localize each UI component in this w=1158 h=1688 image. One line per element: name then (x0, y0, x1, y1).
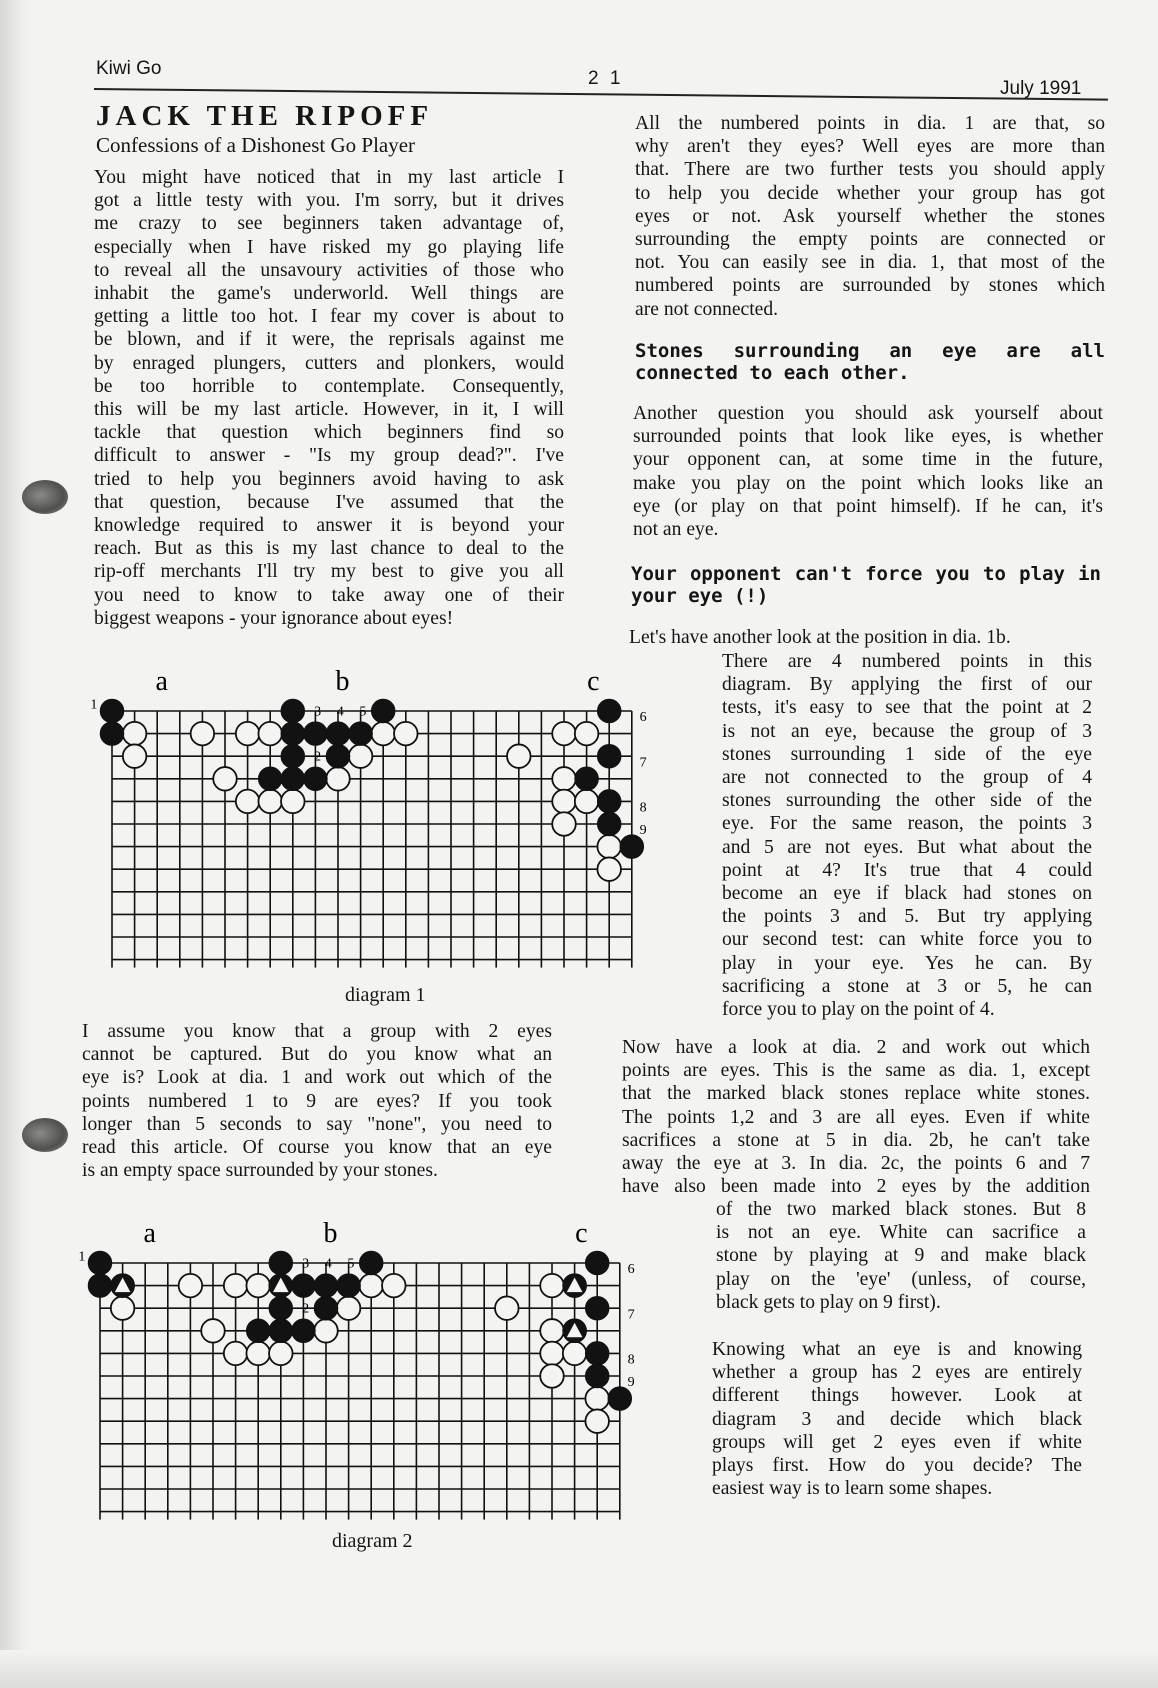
black-stone (585, 1364, 609, 1388)
black-stone (314, 1274, 338, 1298)
white-stone (359, 1274, 383, 1298)
black-stone (269, 1319, 293, 1343)
black-stone (304, 767, 328, 791)
text-line: me crazy to see beginners taken advantage of, (94, 213, 564, 235)
text-line: diagram. By applying the first of our (722, 674, 1092, 696)
white-stone (540, 1319, 564, 1343)
scan-bottom-shadow (0, 1650, 1158, 1688)
text-line: biggest weapons - your ignorance about eyes! (94, 607, 454, 629)
text-line: this will be my last article. However, in it, I will (94, 399, 564, 421)
text-line: away the eye at 3. In dia. 2c, the points 6 and 7 (622, 1153, 1090, 1175)
black-stone (304, 722, 328, 746)
issue-date: July 1991 (1000, 78, 1082, 99)
point-number-label: 8 (639, 800, 647, 816)
black-stone (359, 1251, 383, 1275)
white-stone (111, 1296, 135, 1320)
text-line: tackle that question which beginners find so (94, 422, 564, 444)
text-line: I assume you know that a group with 2 eyes (82, 1021, 552, 1042)
diagram-2-caption: diagram 2 (332, 1530, 413, 1552)
text-line: whether a group has 2 eyes are entirely (712, 1362, 1082, 1384)
text-line: by enraged plungers, cutters and plonkers, would (94, 352, 564, 374)
text-line: knowledge required to answer it is beyond your (94, 515, 564, 537)
text-line: and 5 are not eyes. But what about the (722, 836, 1092, 858)
text-line: read this article. Of course you know that an eye (82, 1137, 552, 1159)
point-number-label: 4 (336, 704, 344, 720)
white-stone (597, 835, 621, 859)
text-line: eye. For the same reason, the points 3 (722, 813, 1092, 835)
section-label: b (335, 666, 350, 697)
text-line: that question, because I've assumed that the (94, 491, 564, 513)
text-line: difficult to answer - "Is my group dead?". I've (94, 445, 564, 467)
text-line: diagram 3 and decide which black (712, 1408, 1082, 1430)
text-line: is not an eye. White can sacrifice a (716, 1222, 1086, 1244)
white-stone (575, 722, 599, 746)
white-stone (552, 722, 576, 746)
white-stone (382, 1274, 406, 1298)
black-stone (100, 699, 124, 723)
black-stone (88, 1251, 112, 1275)
point-number-label: 9 (639, 823, 647, 839)
white-stone (563, 1342, 587, 1366)
text-line: not an eye. (633, 519, 719, 541)
text-line: sacrifices a stone at 5 in dia. 2b, he can't take (622, 1129, 1090, 1151)
text-line: become an eye if black had stones on (722, 883, 1092, 905)
white-stone (552, 767, 576, 791)
point-number-label: 3 (302, 1256, 310, 1272)
point-number-label: 5 (359, 704, 367, 720)
section-label: a (155, 666, 168, 697)
text-line: eye (or play on that point himself). If he can, it's (633, 495, 1103, 517)
white-stone (224, 1342, 248, 1366)
text-line: All the numbered points in dia. 1 are that, so (635, 113, 1105, 134)
text-line: different things however. Look at (712, 1385, 1082, 1407)
point-number-label: 7 (639, 755, 647, 771)
page-number: 2 1 (588, 68, 624, 89)
text-line: our second test: can white force you to (722, 929, 1092, 951)
black-stone (597, 790, 621, 814)
text-line: surrounding the empty points are connected or (635, 229, 1105, 251)
black-stone (100, 722, 124, 746)
white-stone (236, 722, 260, 746)
text-line: point at 4? It's true that 4 could (722, 859, 1092, 881)
eye-definition-paragraph (82, 1020, 552, 1182)
white-stone (349, 744, 373, 768)
text-line: why aren't they eyes? Well eyes are more than (635, 136, 1105, 158)
section-label: c (587, 666, 600, 697)
white-stone (394, 722, 418, 746)
text-line: play on the 'eye' (unless, of course, (716, 1268, 1086, 1290)
text-line: you need to know to take away one of their (94, 584, 564, 606)
text-line: be too horrible to contemplate. Consequently, (94, 375, 564, 397)
text-line: Your opponent can't force you to play in (631, 563, 1101, 585)
white-stone (552, 812, 576, 836)
thumb-artifact (22, 480, 68, 514)
subheading-connected (635, 340, 1105, 384)
point-number-label: 4 (324, 1256, 332, 1272)
white-stone (597, 857, 621, 881)
black-stone (585, 1296, 609, 1320)
article-subtitle: Confessions of a Dishonest Go Player (96, 133, 416, 157)
white-stone (552, 790, 576, 814)
text-line: got a little testy with you. I'm sorry, but it drives (94, 190, 564, 212)
point-number-label: 1 (78, 1249, 86, 1265)
text-line: be blown, and if it were, the reprisals against me (94, 329, 564, 351)
text-line: that. There are two further tests you should apply (635, 159, 1105, 181)
white-stone (179, 1274, 203, 1298)
text-line: eye is? Look at dia. 1 and work out which of the (82, 1067, 552, 1089)
eyes-tests-paragraph (635, 112, 1105, 321)
text-line: points numbered 1 to 9 are eyes? If you took (82, 1090, 552, 1112)
text-line: tests, it's easy to see that the point at 2 (722, 697, 1092, 719)
text-line: your opponent can, at some time in the future, (633, 449, 1103, 471)
article-title: JACK THE RIPOFF (96, 100, 434, 132)
text-line: rip-off merchants I'll try my best to give you all (94, 561, 564, 583)
text-line: reach. But as this is my last chance to deal to the (94, 538, 564, 560)
text-line: make you play on the point which looks like an (633, 472, 1103, 494)
section-label: a (143, 1218, 156, 1249)
white-stone (191, 722, 215, 746)
white-stone (585, 1409, 609, 1433)
point-number-label: 9 (627, 1375, 635, 1391)
text-line: You might have noticed that in my last article I (94, 167, 564, 188)
text-line: is not an eye, because the group of 3 (722, 720, 1092, 742)
white-stone (213, 767, 237, 791)
text-line: Stones surrounding an eye are all (635, 340, 1105, 362)
black-stone (281, 722, 305, 746)
white-stone (371, 722, 395, 746)
black-stone (585, 1251, 609, 1275)
white-stone (575, 790, 599, 814)
text-line: Knowing what an eye is and knowing (712, 1339, 1082, 1360)
black-stone (258, 767, 282, 791)
white-stone (585, 1387, 609, 1411)
black-stone (608, 1387, 632, 1411)
black-stone (337, 1274, 361, 1298)
black-stone (620, 835, 644, 859)
text-line: The points 1,2 and 3 are all eyes. Even if white (622, 1106, 1090, 1128)
black-stone (597, 812, 621, 836)
text-line: inhabit the game's underworld. Well things are (94, 283, 564, 305)
text-line: numbered points are surrounded by stones which (635, 275, 1105, 297)
go-diagram-2 (78, 1212, 684, 1572)
text-line: points are eyes. This is the same as dia. 1, except (622, 1060, 1090, 1082)
black-stone (292, 1274, 316, 1298)
dia1b-intro-line: Let's have another look at the position in dia. 1b. (629, 627, 1011, 648)
point-number-label: 3 (314, 704, 322, 720)
black-stone (269, 1296, 293, 1320)
text-line: stone by playing at 9 and make black (716, 1245, 1086, 1267)
dia1b-analysis-paragraph (722, 650, 1092, 1021)
white-stone (540, 1274, 564, 1298)
text-line: force you to play on the point of 4. (722, 999, 995, 1021)
point-number-label: 2 (302, 1301, 310, 1317)
text-line: not. You can easily see in dia. 1, that most of the (635, 252, 1105, 274)
white-stone (281, 790, 305, 814)
white-stone (258, 790, 282, 814)
text-line: stones surrounding 1 side of the eye (722, 743, 1092, 765)
text-line: black gets to play on 9 first). (716, 1291, 941, 1313)
white-stone (236, 790, 260, 814)
text-line: that the marked black stones replace white stones. (622, 1083, 1090, 1105)
subheading-force (631, 563, 1101, 607)
black-stone (326, 722, 350, 746)
white-stone (314, 1319, 338, 1343)
black-stone (585, 1342, 609, 1366)
text-line: Another question you should ask yourself about (633, 403, 1103, 424)
text-line: cannot be captured. But do you know what an (82, 1044, 552, 1066)
text-line: to reveal all the unsavoury activities of those who (94, 259, 564, 281)
text-line: There are 4 numbered points in this (722, 651, 1092, 672)
section-label: b (323, 1218, 338, 1249)
white-stone (507, 744, 531, 768)
text-line: eyes or not. Ask yourself whether the stones (635, 205, 1105, 227)
diagram-1-caption: diagram 1 (345, 984, 426, 1006)
text-line: of the two marked black stones. But 8 (716, 1199, 1086, 1220)
text-line: are not connected. (635, 298, 779, 320)
black-stone (575, 767, 599, 791)
black-stone (597, 699, 621, 723)
text-line: especially when I have risked my go playing life (94, 236, 564, 258)
text-line: is an empty space surrounded by your stones. (82, 1160, 438, 1182)
white-stone (495, 1296, 519, 1320)
white-stone (246, 1342, 270, 1366)
white-stone (258, 722, 282, 746)
black-stone (371, 699, 395, 723)
black-stone (314, 1296, 338, 1320)
black-stone (281, 767, 305, 791)
thumb-artifact (22, 1118, 68, 1152)
white-stone (540, 1342, 564, 1366)
dia2c-analysis-paragraph (716, 1198, 1086, 1314)
text-line: longer than 5 seconds to say "none", you need to (82, 1113, 552, 1135)
text-line: Now have a look at dia. 2 and work out which (622, 1037, 1090, 1058)
black-stone (349, 722, 373, 746)
text-line: your eye (!) (631, 585, 769, 607)
white-stone (326, 767, 350, 791)
black-stone (281, 699, 305, 723)
text-line: tried to help you beginners avoid having to ask (94, 468, 564, 490)
point-number-label: 2 (314, 749, 322, 765)
text-line: sacrificing a stone at 3 or 5, he can (722, 975, 1092, 997)
black-stone (597, 744, 621, 768)
black-stone (246, 1319, 270, 1343)
section-label: c (575, 1218, 588, 1249)
white-stone (201, 1319, 225, 1343)
shapes-paragraph (712, 1338, 1082, 1500)
text-line: plays first. How do you decide? The (712, 1455, 1082, 1477)
black-stone (88, 1274, 112, 1298)
white-stone (540, 1364, 564, 1388)
text-line: getting a little too hot. I fear my cover is about to (94, 306, 564, 328)
text-line: to help you decide whether your group has got (635, 182, 1105, 204)
text-line: play in your eye. Yes he can. By (722, 952, 1092, 974)
publication-name: Kiwi Go (96, 58, 162, 79)
force-question-paragraph (633, 402, 1103, 541)
black-stone (326, 744, 350, 768)
text-line: connected to each other. (635, 362, 910, 384)
black-stone (281, 744, 305, 768)
white-stone (337, 1296, 361, 1320)
point-number-label: 6 (627, 1262, 635, 1278)
dia2-analysis-paragraph (622, 1036, 1090, 1198)
go-diagram-1 (90, 660, 696, 1020)
text-line: are not connected to the group of 4 (722, 767, 1092, 789)
black-stone (292, 1319, 316, 1343)
white-stone (269, 1342, 293, 1366)
text-line: easiest way is to learn some shapes. (712, 1478, 993, 1500)
text-line: have also been made into 2 eyes by the addition (622, 1176, 1090, 1198)
intro-paragraph (94, 166, 564, 630)
scan-edge-shadow (0, 0, 34, 1688)
black-stone (269, 1251, 293, 1275)
point-number-label: 5 (347, 1256, 355, 1272)
point-number-label: 6 (639, 710, 647, 726)
point-number-label: 8 (627, 1352, 635, 1368)
text-line: the points 3 and 5. But try applying (722, 906, 1092, 928)
white-stone (123, 722, 147, 746)
text-line: groups will get 2 eyes even if white (712, 1431, 1082, 1453)
text-line: surrounded points that look like eyes, is whether (633, 426, 1103, 448)
point-number-label: 1 (90, 697, 98, 713)
point-number-label: 7 (627, 1307, 635, 1323)
text-line: stones surrounding the other side of the (722, 790, 1092, 812)
white-stone (123, 744, 147, 768)
white-stone (224, 1274, 248, 1298)
white-stone (246, 1274, 270, 1298)
